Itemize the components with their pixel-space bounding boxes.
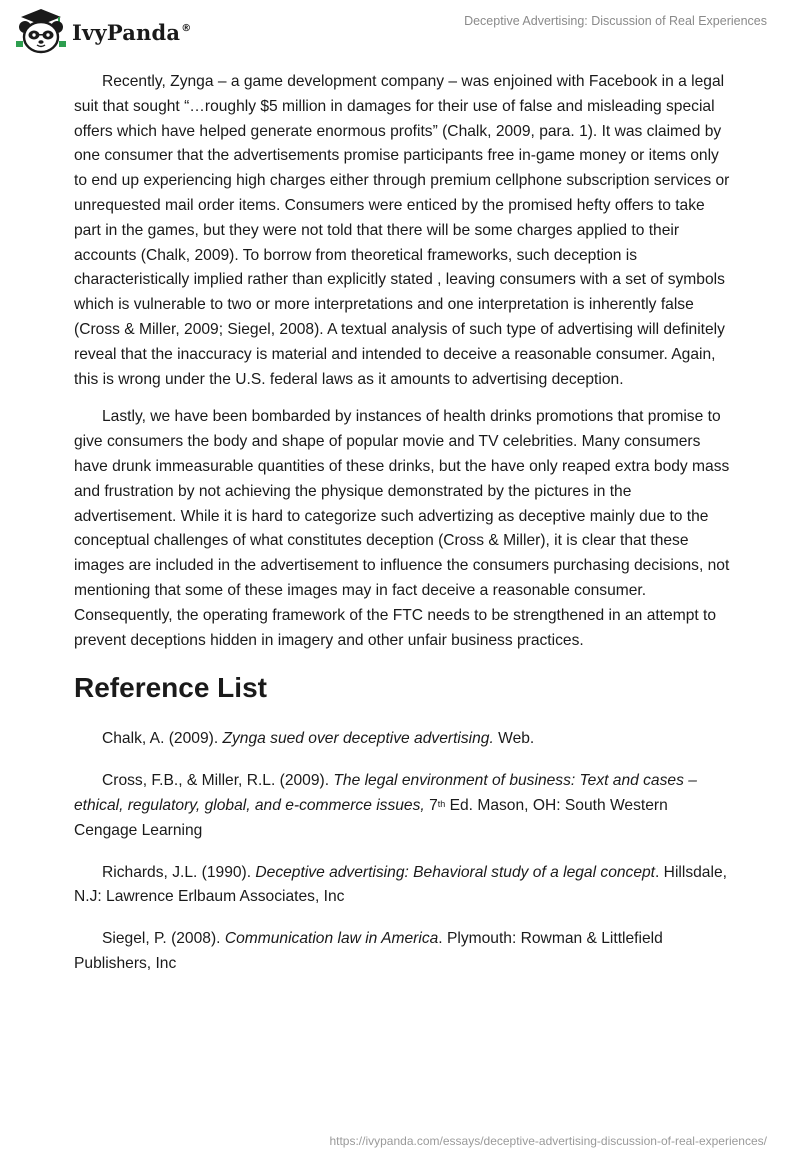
- page-header: [0, 0, 800, 60]
- reference-item: Cross, F.B., & Miller, R.L. (2009). The legal environment of business: Text and cases – ethical, regulatory, global, and e-commerce issues, 7th Ed. Mason, OH: South Western Cengage Learning: [74, 772, 697, 839]
- document-title: Deceptive Advertising: Discussion of Real Experiences: [464, 14, 767, 28]
- body-paragraph: Recently, Zynga – a game development company – was enjoined with Facebook in a legal suit that sought “…roughly $5 million in damages for their use of false and misleading special offers which have helped generate enormous profits” (Chalk, 2009, para. 1). It was claimed by one consumer that the advertisements promise participants free in-game money or items only to end up experiencing high charges either through premium cellphone subscription services or unrequested mail order items. Consumers were enticed by the promised hefty offers to take part in the games, but they were not told that there will be some charges applied to their accounts (Chalk, 2009). To borrow from theoretical frameworks, such deception is characteristically implied rather than explicitly stated , leaving consumers with a set of symbols which is vulnerable to two or more interpretations and one interpretation is inherently false (Cross & Miller, 2009; Siegel, 2008). A textual analysis of such type of advertising will definitely reveal that the inaccuracy is material and intended to deceive a reasonable consumer. Again, this is wrong under the U.S. federal laws as it amounts to advertising deception.: [74, 73, 730, 388]
- brand-logo[interactable]: [14, 7, 191, 55]
- body-paragraph: Lastly, we have been bombarded by instances of health drinks promotions that promise to give consumers the body and shape of popular movie and TV celebrities. Many consumers have drunk immeasurable quantities of these drinks, but the have only reaped extra body mass and frustration by not achieving the physique demonstrated by the pictures in the advertisement. While it is hard to categorize such advertizing as deceptive mainly due to the conceptual challenges of what constitutes deception (Cross & Miller), it is clear that these images are included in the advertisement to influence the consumers purchasing decisions, not mentioning that some of these images may in fact deceive a reasonable consumer. Consequently, the operating framework of the FTC needs to be strengthened in an attempt to prevent deceptions hidden in imagery and other unfair business practices.: [74, 408, 730, 649]
- reference-list-heading: Reference List: [74, 672, 267, 704]
- reference-item: Richards, J.L. (1990). Deceptive advertising: Behavioral study of a legal concept. Hillsdale, N.J: Lawrence Erlbaum Associates, Inc: [74, 863, 727, 906]
- brand-name: IvyPanda®: [72, 19, 192, 45]
- reference-item: Chalk, A. (2009). Zynga sued over deceptive advertising. Web.: [102, 730, 535, 748]
- essay-content: [74, 70, 734, 994]
- source-url[interactable]: https://ivypanda.com/essays/deceptive-advertising-discussion-of-real-experiences/: [329, 1134, 767, 1148]
- panda-graduate-icon: [14, 7, 68, 55]
- reference-item: Siegel, P. (2008). Communication law in America. Plymouth: Rowman & Littlefield Publishers, Inc: [74, 930, 663, 972]
